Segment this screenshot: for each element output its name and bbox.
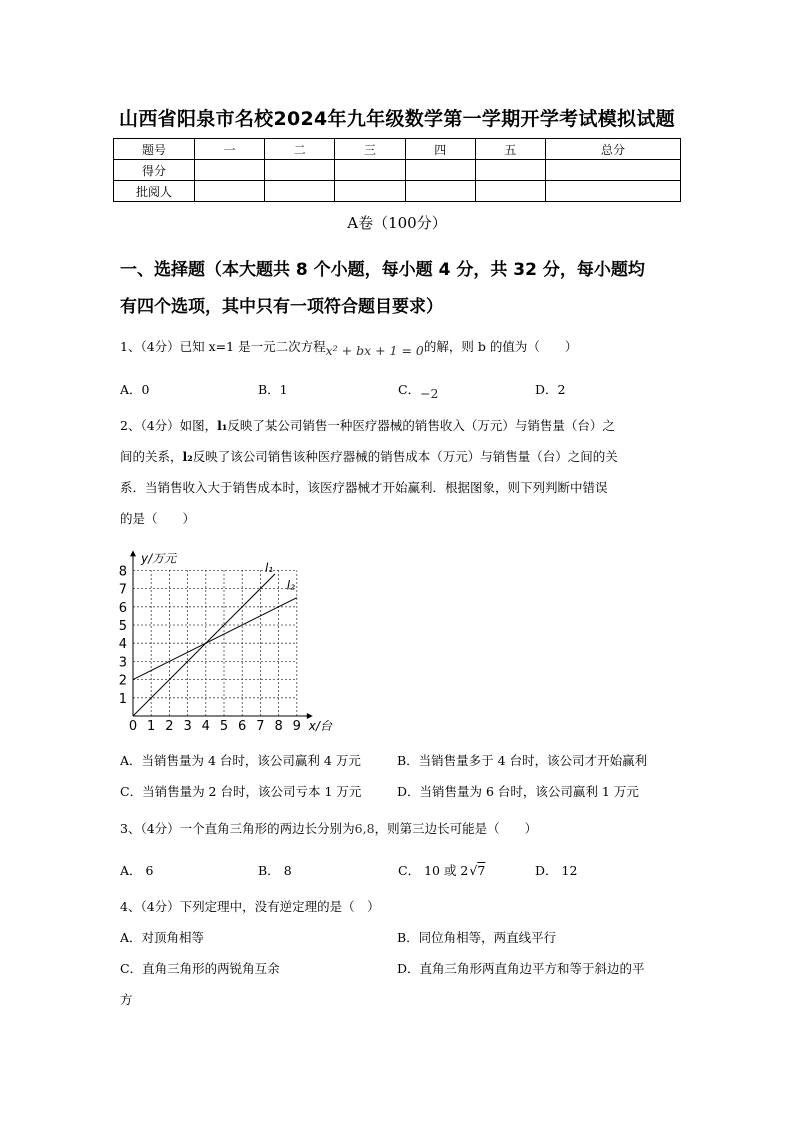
- chart-series: [133, 561, 297, 716]
- table-cell: 得分: [114, 160, 195, 181]
- chart-grid: [133, 570, 297, 716]
- table-cell: 二: [265, 139, 335, 160]
- score-table: [113, 138, 681, 202]
- table-cell: [475, 160, 545, 181]
- q3-option-c-value: 10 或 2: [424, 863, 469, 878]
- question-2-line2: [120, 441, 680, 472]
- table-cell: [405, 160, 475, 181]
- question-3-values: 6,8: [354, 821, 375, 836]
- q1-option-c: [398, 380, 439, 401]
- q3-option-a-label: A．: [120, 863, 142, 878]
- q4-option-c: C．直角三角形的两锐角互余: [120, 961, 280, 976]
- sqrt-argument: 7: [477, 863, 486, 878]
- table-cell: 四: [405, 139, 475, 160]
- x-tick-label: 0: [128, 719, 138, 734]
- series-label-2: l₂: [286, 578, 295, 593]
- question-3-prefix: 3、（4分）一个直角三角形的两边长分别为: [120, 821, 355, 836]
- q3-option-b-label: B．: [258, 863, 280, 878]
- table-cell: [546, 181, 681, 202]
- l2-label: l₂: [182, 449, 193, 464]
- y-tick-label: 4: [118, 637, 127, 653]
- table-row: [114, 181, 681, 202]
- y-tick-label: 3: [118, 655, 127, 671]
- question-3: [120, 819, 537, 837]
- question-1-suffix: 的解，则 b 的值为（ ）: [423, 339, 578, 354]
- page-title: 山西省阳泉市名校2024年九年级数学第一学期开学考试模拟试题: [119, 108, 675, 130]
- table-cell: 总分: [546, 139, 681, 160]
- q1-option-c-label: C．: [398, 382, 421, 397]
- line-chart: [112, 538, 342, 738]
- table-cell: 一: [195, 139, 265, 160]
- q3-option-d-label: D．: [535, 863, 558, 878]
- x-tick-label: 5: [219, 719, 229, 734]
- question-3-suffix: ，则第三边长可能是（ ）: [374, 821, 538, 836]
- table-cell: [265, 181, 335, 202]
- x-tick-label: 3: [183, 719, 192, 734]
- q1-option-d: D．2: [535, 382, 566, 397]
- y-tick-label: 6: [118, 600, 127, 616]
- question-2-text: 间的关系，: [120, 449, 183, 464]
- table-cell: 批阅人: [114, 181, 195, 202]
- y-tick-label: 1: [118, 691, 127, 707]
- q3-option-c: [398, 861, 485, 879]
- q1-option-c-value: −2: [420, 386, 439, 401]
- y-axis-arrow-icon: [130, 550, 136, 556]
- table-cell: [475, 181, 545, 202]
- q2-option-d: D．当销售量为 6 台时，该公司赢利 1 万元: [397, 784, 639, 799]
- y-tick-label: 8: [118, 564, 127, 580]
- table-cell: [335, 160, 405, 181]
- q3-option-d-value: 12: [561, 863, 578, 878]
- q2-option-c: C．当销售量为 2 台时，该公司亏本 1 万元: [120, 784, 362, 799]
- series-label-1: l₁: [264, 561, 274, 576]
- question-4: 4、（4分）下列定理中，没有逆定理的是（ ）: [120, 899, 380, 914]
- q4-option-b: B．同位角相等，两直线平行: [397, 930, 557, 945]
- q1-option-b: B．1: [258, 382, 288, 397]
- q2-option-a: A．当销售量为 4 台时，该公司赢利 4 万元: [120, 753, 361, 768]
- x-axis-label: x/台: [308, 719, 332, 733]
- q3-option-a-value: 6: [145, 863, 154, 878]
- question-2-line3: 系．当销售收入大于销售成本时，该医疗器械才开始赢利．根据图象，则下列判断中错误: [120, 480, 608, 495]
- table-cell: [546, 160, 681, 181]
- question-1-prefix: 1、（4分）已知 x=1 是一元二次方程: [120, 339, 326, 354]
- x-tick-label: 7: [256, 719, 265, 734]
- series-line-1: [133, 574, 275, 716]
- question-1-equation: x² + bx + 1 = 0: [325, 343, 424, 358]
- sqrt-icon: √: [469, 863, 478, 878]
- part1-heading-line2: 有四个选项，其中只有一项符合题目要求）: [120, 297, 443, 317]
- x-tick-label: 4: [201, 719, 210, 734]
- table-cell: [195, 160, 265, 181]
- table-row: [114, 160, 681, 181]
- y-tick-label: 7: [118, 582, 127, 598]
- x-tick-label: 8: [274, 719, 283, 734]
- q3-option-a: [120, 861, 153, 879]
- y-tick-label: 5: [118, 619, 127, 634]
- l1-label: l₁: [217, 418, 228, 433]
- x-tick-label: 6: [238, 719, 247, 734]
- question-2-line1: [120, 410, 680, 441]
- table-cell: 三: [335, 139, 405, 160]
- table-cell: [195, 181, 265, 202]
- chart-ticks: [119, 564, 301, 734]
- q4-option-d-wrap: 方: [120, 992, 133, 1007]
- table-cell: 五: [475, 139, 545, 160]
- q3-option-b: [258, 861, 292, 879]
- q3-option-d: [535, 861, 577, 879]
- question-2-line4: 的是（ ）: [120, 511, 196, 526]
- question-2-text: 反映了该公司销售该种医疗器械的销售成本（万元）与销售量（台）之间的关: [192, 449, 618, 464]
- q3-option-c-label: C．: [398, 863, 421, 878]
- q3-option-b-value: 8: [283, 863, 292, 878]
- score-table-header: [114, 139, 681, 160]
- x-tick-label: 1: [147, 719, 156, 734]
- chart-axes: [130, 550, 313, 719]
- table-cell: [405, 181, 475, 202]
- q4-option-d: D．直角三角形两直角边平方和等于斜边的平: [397, 961, 645, 976]
- q1-option-a: A．0: [120, 382, 150, 397]
- section-a-heading: A卷（100分）: [347, 214, 447, 232]
- question-2-text: 反映了某公司销售一种医疗器械的销售收入（万元）与销售量（台）之: [227, 418, 615, 433]
- table-cell: [335, 181, 405, 202]
- question-2: [120, 410, 680, 534]
- question-1: [120, 337, 578, 358]
- q4-option-a: A．对顶角相等: [120, 930, 205, 945]
- table-cell: [265, 160, 335, 181]
- y-axis-label: y/万元: [141, 551, 177, 566]
- x-tick-label: 9: [292, 719, 301, 734]
- part1-heading-line1: 一、选择题（本大题共 8 个小题，每小题 4 分，共 32 分，每小题均: [120, 260, 645, 280]
- question-2-text: 2、（4分）如图，: [120, 418, 218, 433]
- x-tick-label: 2: [165, 719, 174, 734]
- q2-option-b: B．当销售量多于 4 台时，该公司才开始赢利: [397, 753, 648, 768]
- series-line-2: [133, 598, 297, 680]
- y-tick-label: 2: [118, 673, 127, 689]
- table-cell: 题号: [114, 139, 195, 160]
